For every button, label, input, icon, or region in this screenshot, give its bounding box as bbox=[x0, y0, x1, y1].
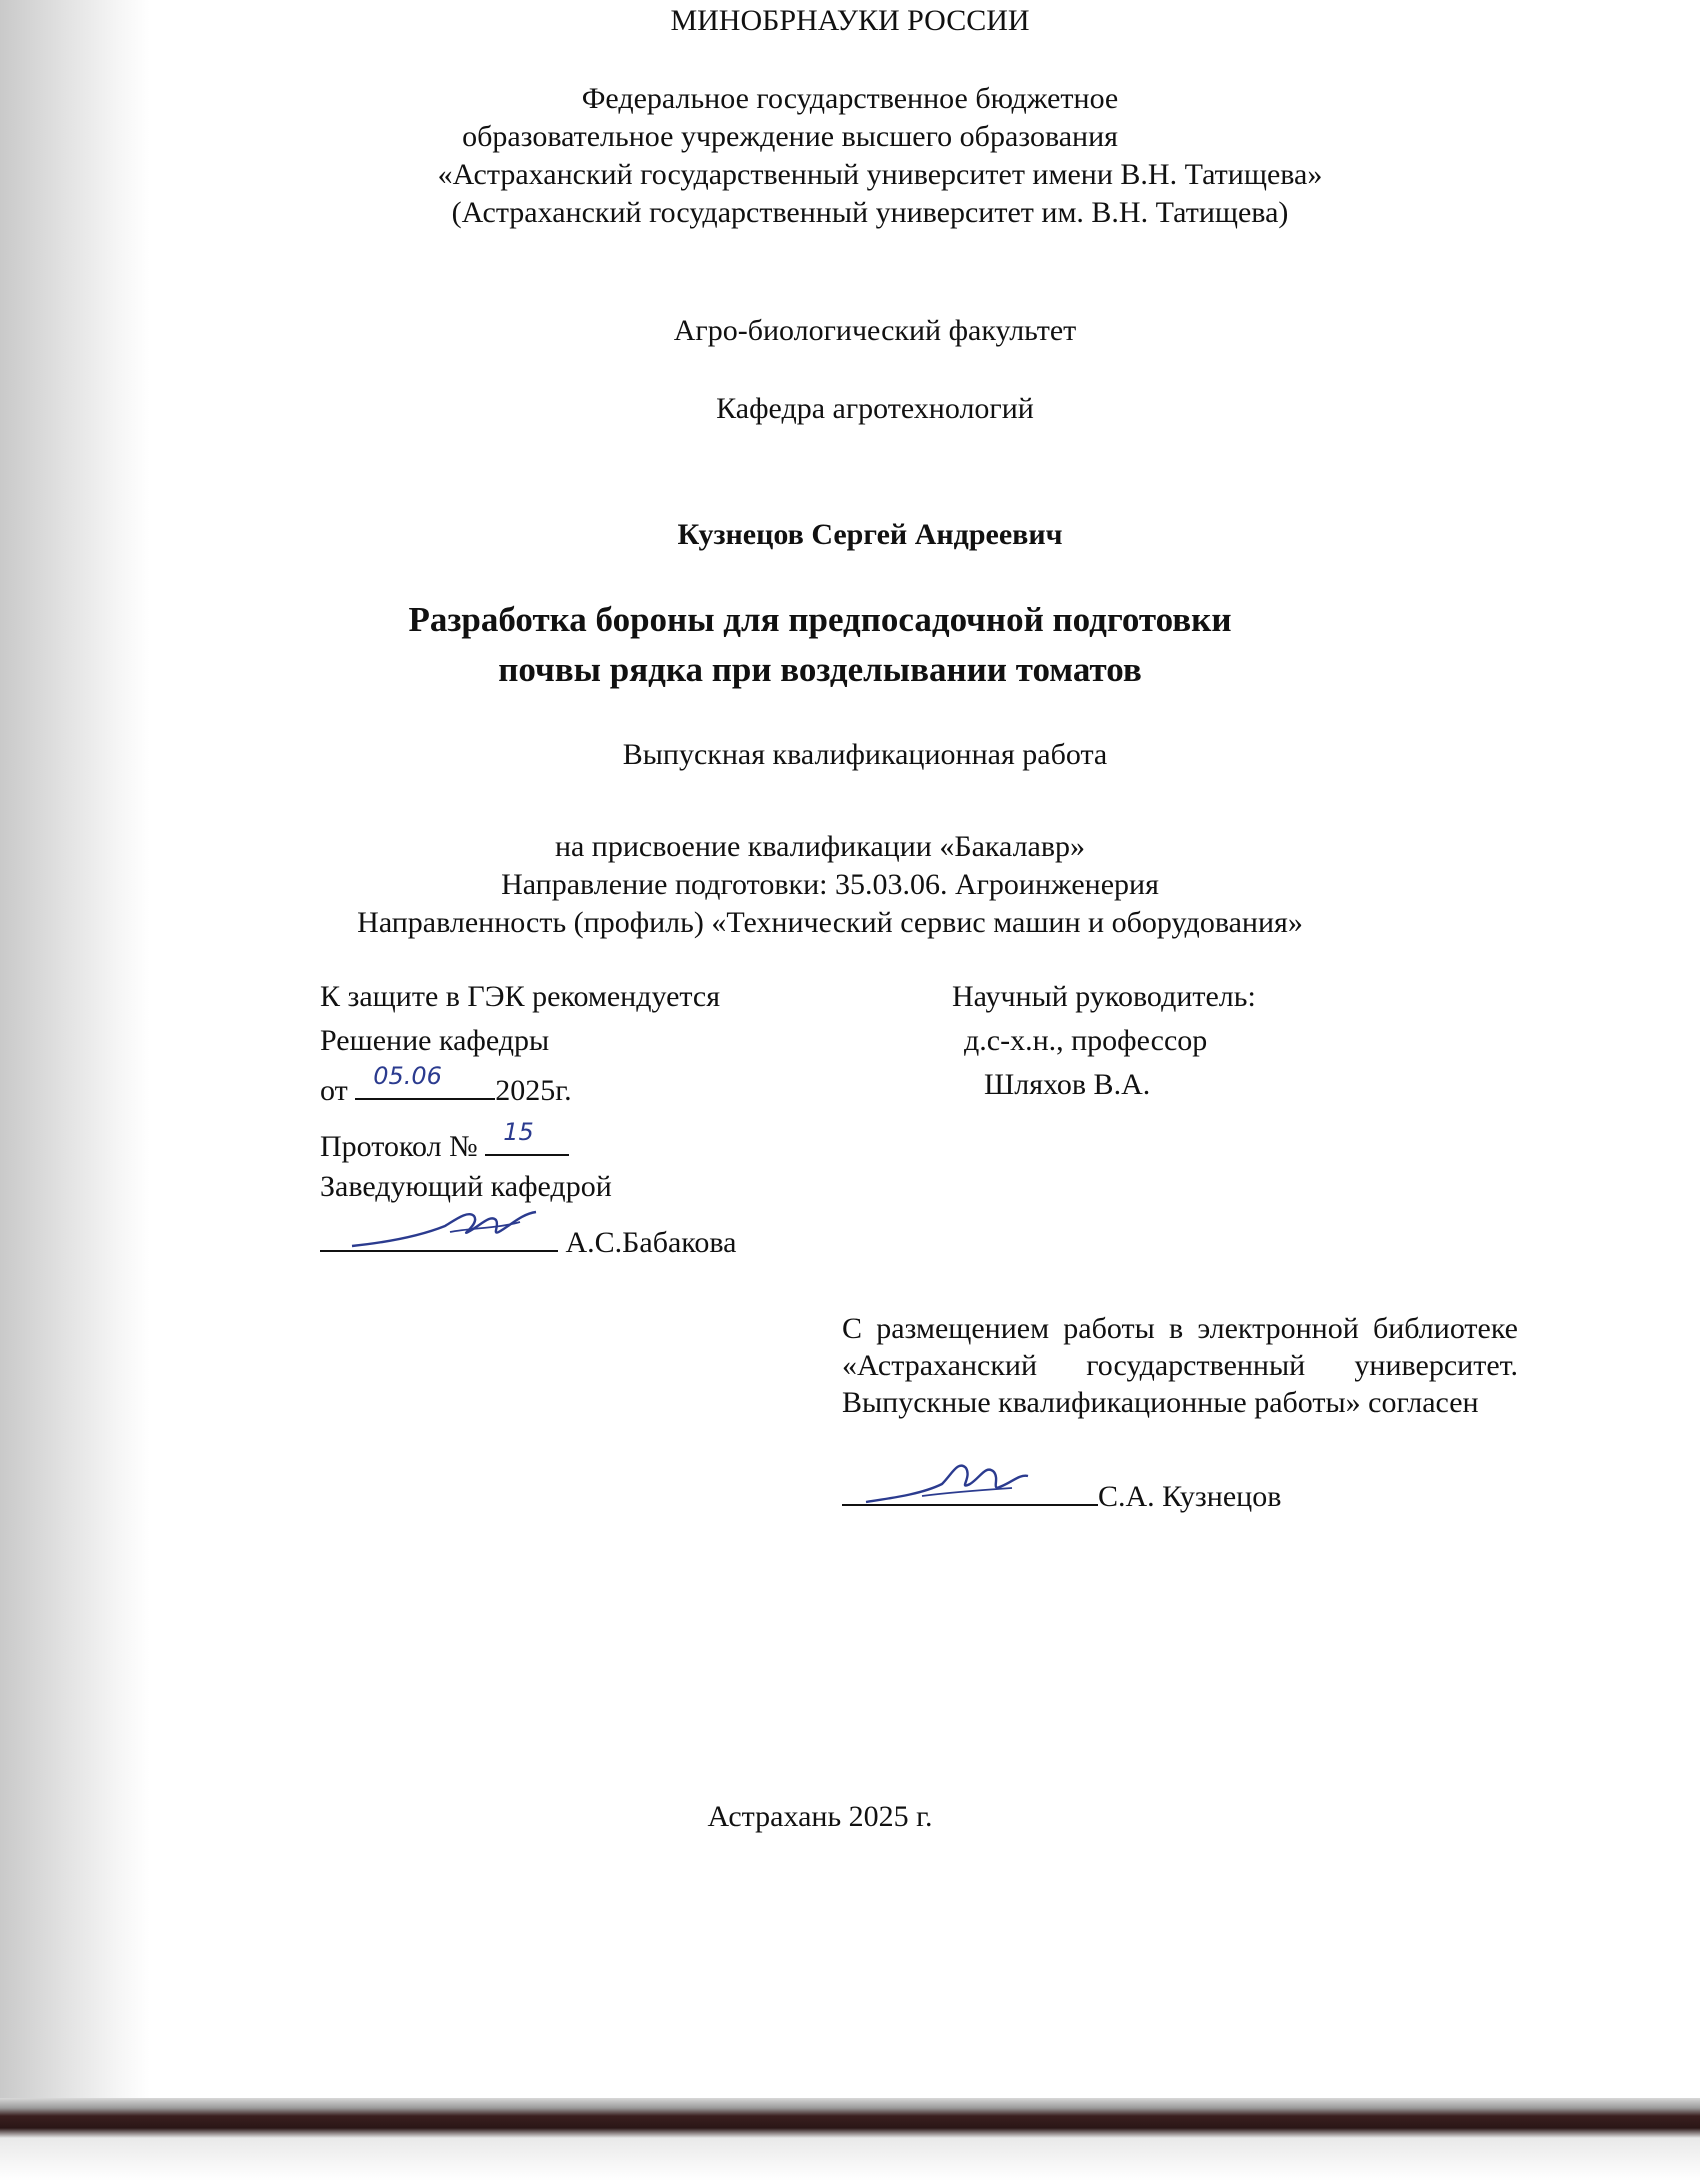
decision-date-line bbox=[320, 1062, 572, 1108]
consent-signature bbox=[862, 1454, 1032, 1508]
decision-year: 2025г. bbox=[495, 1074, 572, 1107]
consent-signature-underline bbox=[842, 1474, 1098, 1506]
work-type: Выпускная квалификационная работа bbox=[622, 738, 1108, 771]
institution-line-2: образовательное учреждение высшего образования bbox=[462, 120, 1118, 153]
supervisor-name: Шляхов В.А. bbox=[984, 1068, 1151, 1101]
supervisor-label: Научный руководитель: bbox=[952, 980, 1256, 1013]
consent-signature-line bbox=[842, 1474, 1281, 1514]
faculty-name: Агро-биологический факультет bbox=[673, 314, 1077, 347]
handwritten-date: 05.06 bbox=[373, 1062, 442, 1090]
department-decision: Решение кафедры bbox=[320, 1024, 550, 1057]
head-signature-line bbox=[320, 1220, 736, 1260]
handwritten-protocol-number: 15 bbox=[503, 1118, 534, 1146]
training-direction: Направление подготовки: 35.03.06. Агроинженерия bbox=[501, 868, 1159, 901]
thesis-title-line-2: почвы рядка при возделывании томатов bbox=[498, 650, 1142, 689]
university-full-name: «Астраханский государственный университет имени В.Н. Татищева» bbox=[437, 158, 1323, 191]
city-year: Астрахань 2025 г. bbox=[707, 1800, 933, 1833]
scan-bottom-edge bbox=[0, 2098, 1700, 2181]
supervisor-degree: д.с-х.н., профессор bbox=[964, 1024, 1208, 1057]
training-profile: Направленность (профиль) «Технический сервис машин и оборудования» bbox=[357, 906, 1303, 939]
date-underline bbox=[355, 1062, 495, 1100]
institution-line-1: Федеральное государственное бюджетное bbox=[581, 82, 1119, 115]
protocol-label: Протокол № bbox=[320, 1130, 478, 1163]
author-name: Кузнецов Сергей Андреевич bbox=[677, 518, 1063, 551]
head-of-department-label: Заведующий кафедрой bbox=[320, 1170, 612, 1203]
university-short-name: (Астраханский государственный университет им. В.Н. Татищева) bbox=[451, 196, 1289, 229]
protocol-underline bbox=[485, 1118, 569, 1156]
date-from-label: от bbox=[320, 1074, 348, 1107]
protocol-line bbox=[320, 1118, 569, 1164]
head-signature bbox=[350, 1206, 540, 1252]
head-name: А.С.Бабакова bbox=[565, 1226, 737, 1259]
defense-recommended: К защите в ГЭК рекомендуется bbox=[320, 980, 721, 1013]
department-name: Кафедра агротехнологий bbox=[716, 392, 1034, 425]
head-signature-underline bbox=[320, 1220, 558, 1252]
thesis-title-line-1: Разработка бороны для предпосадочной подготовки bbox=[408, 600, 1232, 639]
ministry-name: МИНОБРНАУКИ РОССИИ bbox=[670, 4, 1030, 37]
qualification: на присвоение квалификации «Бакалавр» bbox=[554, 830, 1086, 863]
library-consent-text: С размещением работы в электронной библиотеке «Астраханский государственный университет. Выпускные квалификационные работы» согласен bbox=[842, 1312, 1518, 1419]
consent-name: С.А. Кузнецов bbox=[1098, 1480, 1282, 1513]
